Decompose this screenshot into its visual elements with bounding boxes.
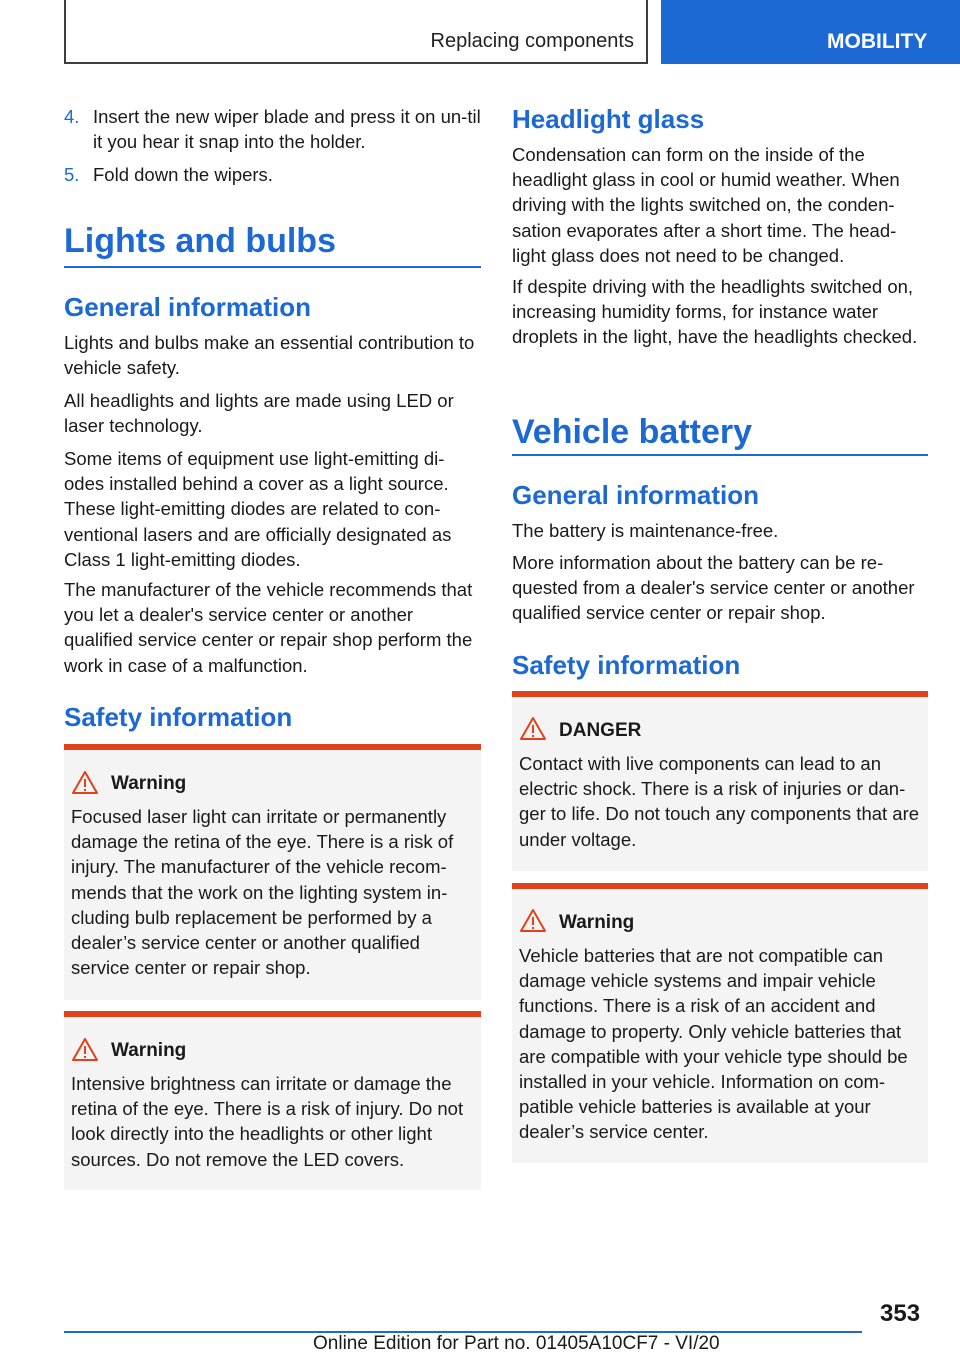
warning-bar [64, 1011, 481, 1017]
header-chapter-tab[interactable]: MOBILITY [661, 0, 960, 64]
warning-body: Intensive brightness can irritate or damage the retina of the eye. There is a risk of injury. Do not look directly into the headlights or other light sources. Do not remove the LED covers. [71, 1073, 464, 1170]
step-number: 5. [64, 164, 80, 185]
page-number: 353 [880, 1300, 921, 1327]
warning-box [64, 744, 481, 1000]
step-item [64, 104, 481, 154]
subheading-safety-information: Safety information [512, 650, 741, 680]
danger-box [512, 691, 928, 871]
paragraph: Some items of equipment use light-emitting di-odes installed behind a cover as a light source. These light-emitting diodes are related to con-ventional lasers and are officially designated as Class 1 light-emitting diodes. [64, 448, 452, 570]
warning-triangle-icon [71, 1037, 99, 1063]
header-section-title: Replacing components [430, 30, 634, 52]
heading-rule [64, 266, 481, 268]
danger-body: Contact with live components can lead to an electric shock. There is a risk of injuries or dan-ger to life. Do not touch any components that are under voltage. [519, 753, 920, 850]
warning-title: Warning [111, 773, 187, 794]
footer-edition-text: Online Edition for Part no. 01405A10CF7 - VI/20 [313, 1333, 720, 1354]
heading-rule [512, 454, 928, 456]
paragraph: All headlights and lights are made using LED or laser technology. [64, 390, 454, 437]
warning-body: Vehicle batteries that are not compatible can damage vehicle systems and impair vehicle functions. There is a risk of an accident and damage to property. Only vehicle batteries that are compatible with your vehicle type should be installed in your vehicle. Information on com-patible vehicle batteries is available at your dealer’s service center. [519, 945, 908, 1143]
subheading-headlight-glass: Headlight glass [512, 104, 705, 134]
paragraph: The manufacturer of the vehicle recommends that you let a dealer's service center or another qualified service center or repair shop perform the work in case of a malfunction. [64, 579, 473, 676]
subheading-general-information: General information [512, 480, 760, 510]
paragraph: More information about the battery can be re-quested from a dealer's service center or another qualified service center or repair shop. [512, 552, 915, 624]
warning-triangle-icon [71, 770, 99, 796]
warning-box [64, 1011, 481, 1190]
step-text: Fold down the wipers. [93, 164, 273, 185]
section-heading-vehicle-battery: Vehicle battery [512, 413, 753, 451]
warning-bar [64, 744, 481, 750]
paragraph: Lights and bulbs make an essential contribution to vehicle safety. [64, 332, 475, 379]
danger-title: DANGER [559, 720, 642, 741]
step-item [64, 162, 481, 187]
subheading-general-information: General information [64, 292, 312, 322]
warning-bar [512, 883, 928, 889]
warning-title: Warning [111, 1040, 187, 1061]
warning-title: Warning [559, 912, 635, 933]
warning-box [512, 883, 928, 1163]
warning-triangle-icon [519, 716, 547, 742]
step-text: Insert the new wiper blade and press it on un-til it you hear it snap into the holder. [93, 106, 481, 153]
paragraph: Condensation can form on the inside of the headlight glass in cool or humid weather. When driving with the lights switched on, the conden-sation evaporates after a short time. The head-light glass does not need to be changed. [512, 144, 900, 266]
step-number: 4. [64, 106, 80, 127]
paragraph: If despite driving with the headlights switched on, increasing humidity forms, for instance water droplets in the light, have the headlights checked. [512, 276, 918, 348]
section-heading-lights: Lights and bulbs [64, 222, 336, 260]
warning-triangle-icon [519, 908, 547, 934]
warning-body: Focused laser light can irritate or permanently damage the retina of the eye. There is a risk of injury. The manufacturer of the vehicle recom-mends that the work on the lighting system in-cluding bulb replacement be performed by a dealer’s service center or another qualified service center or repair shop. [71, 806, 454, 979]
danger-bar [512, 691, 928, 697]
subheading-safety-information: Safety information [64, 702, 293, 732]
paragraph: The battery is maintenance-free. [512, 520, 779, 541]
header-frame [64, 0, 648, 64]
